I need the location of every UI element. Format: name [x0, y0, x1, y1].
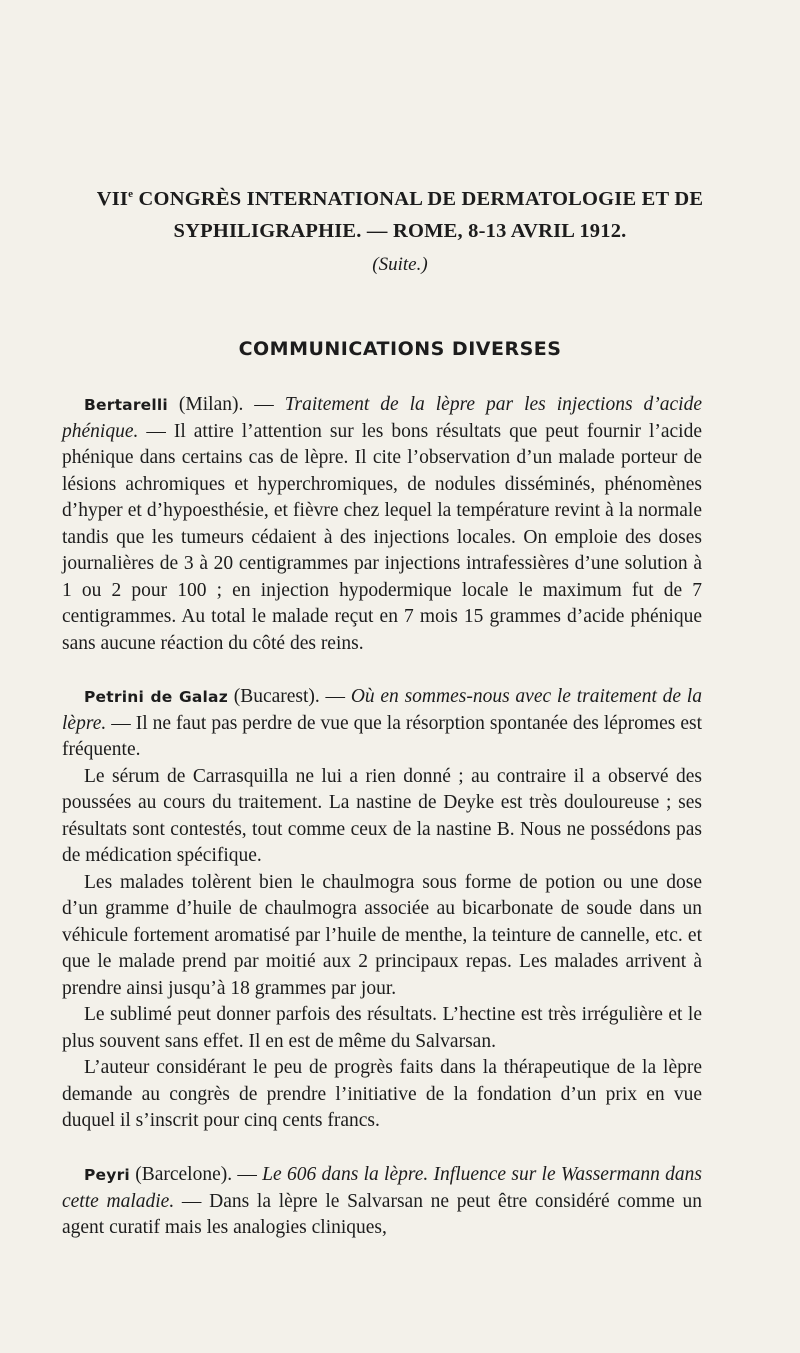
entry-paragraph: L’auteur considérant le peu de progrès faits dans la thérapeutique de la lèpre demande au congrès de prendre l’initiative de la fondation d’un prix en vue duquel il s’inscrit pour cinq cents francs.: [62, 1057, 702, 1131]
entry-paragraph: [62, 392, 702, 657]
communication-title: Où en sommes-nous avec le traitement de la lèpre.: [62, 686, 702, 734]
communication-title: Traitement de la lèpre par les injections d’acide phénique.: [62, 394, 702, 442]
entry-paragraph: Les malades tolèrent bien le chaulmogra sous forme de potion ou une dose d’un gramme d’huile de chaulmogra associée au bicarbonate de soude dans un véhicule fortement aromatisé par l’huile de menthe, la teinture de cannelle, etc. et que le malade prend par moitié aux 2 principaux repas. Les malades arrivent à prendre ainsi jusqu’à 18 grammes par jour.: [62, 871, 702, 999]
author-place: (Milan). —: [167, 394, 285, 415]
entry-text: — Dans la lèpre le Salvarsan ne peut être considéré comme un agent curatif mais les analogies cliniques,: [62, 1190, 702, 1238]
heading-line1: CONGRÈS INTERNATIONAL DE DERMATOLOGIE ET DE: [133, 187, 704, 210]
section-title: COMMUNICATIONS DIVERSES: [238, 338, 562, 360]
author-name: Peyri: [84, 1166, 130, 1184]
entry-peyri: [62, 1162, 702, 1242]
suite-label: (Suite.): [372, 254, 428, 275]
entry-text: — Il ne faut pas perdre de vue que la résorption spontanée des lépromes est fréquente.: [62, 712, 702, 760]
entry-paragraph: [62, 1162, 702, 1242]
communication-title: Le 606 dans la lèpre. Influence sur le Wassermann dans cette maladie.: [62, 1164, 702, 1212]
entry-bertarelli: [62, 392, 702, 657]
entry-paragraph: Le sérum de Carrasquilla ne lui a rien donné ; au contraire il a observé des poussées au cours du traitement. La nastine de Deyke est très douloureuse ; ses résultats sont contestés, tout comme ceux de la nastine B. Nous ne possédons pas de médication spécifique.: [62, 765, 702, 866]
author-name: Petrini de Galaz: [84, 688, 228, 706]
entry-paragraph: Le sublimé peut donner parfois des résultats. L’hectine est très irrégulière et le plus souvent sans effet. Il en est de même du Salvarsan.: [62, 1004, 702, 1052]
heading-superscript: e: [128, 188, 134, 200]
author-place: (Barcelone). —: [129, 1164, 263, 1185]
heading-line2: SYPHILIGRAPHIE. — ROME, 8-13 AVRIL 1912.: [173, 219, 627, 242]
author-name: Bertarelli: [84, 396, 168, 414]
entry-petrini: [62, 684, 702, 1135]
entry-text: — Il attire l’attention sur les bons résultats que peut fournir l’acide phénique dans certains cas de lèpre. Il cite l’observation d’un malade porteur de lésions achromiques et hyperchromiques, de nodules disséminés, phénomènes d’hyper et d’hypoesthésie, et fièvre chez lequel la température revint à la normale tandis que les tumeurs cédaient à des injections locales. On emploie des doses journalières de 3 à 20 centigrammes par injections intrafessières d’une solution à 1 ou 2 pour 100 ; en injection hypodermique locale le maximum fut de 7 centigrammes. Au total le malade reçut en 7 mois 15 grammes d’acide phénique sans aucune réaction du côté des reins.: [62, 420, 702, 654]
heading-roman: VII: [96, 187, 129, 210]
entry-paragraph: [62, 684, 702, 764]
author-place: (Bucarest). —: [227, 686, 351, 707]
congress-heading: [60, 178, 740, 247]
